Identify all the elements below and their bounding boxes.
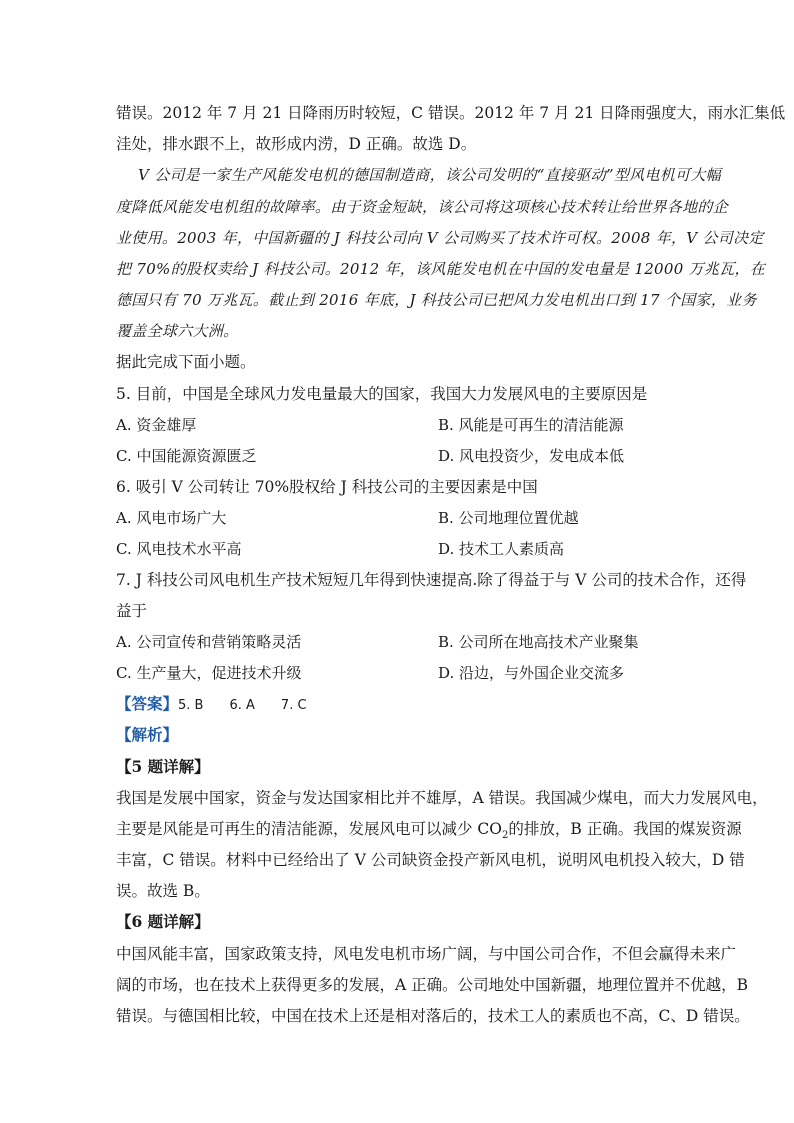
detail-line: 丰富，C 错误。材料中已经给出了 V 公司缺资金投产新风电机，说明风电机投入较大，D 错 — [116, 851, 745, 869]
answer-label: 【答案】 — [116, 694, 179, 713]
question-option: B. 风能是可再生的清洁能源 — [438, 416, 624, 434]
question-option: A. 公司宣传和营销策略灵活 — [116, 633, 302, 651]
question-option: C. 生产量大，促进技术升级 — [116, 664, 302, 682]
question-stem: 7. J 科技公司风电机生产技术短短几年得到快速提高.除了得益于与 V 公司的技术合作，还得 — [116, 571, 747, 589]
answer-item: 5. B — [178, 698, 204, 713]
question-stem: 5. 目前，中国是全球风力发电量最大的国家，我国大力发展风电的主要原因是 — [116, 385, 648, 403]
question-option: C. 中国能源资源匮乏 — [116, 447, 257, 465]
passage-line: 度降低风能发电机组的故障率。由于资金短缺，该公司将这项核心技术转让给世界各地的企 — [116, 198, 729, 216]
question-option: D. 沿边，与外国企业交流多 — [438, 664, 625, 682]
detail-line: 我国是发展中国家，资金与发达国家相比并不雄厚，A 错误。我国减少煤电，而大力发展风电， — [116, 789, 768, 807]
question-option: C. 风电技术水平高 — [116, 540, 242, 558]
question-stem: 6. 吸引 V 公司转让 70%股权给 J 科技公司的主要因素是中国 — [116, 478, 538, 496]
subscript: 2 — [502, 830, 509, 842]
detail-line: 错误。与德国相比较，中国在技术上还是相对落后的，技术工人的素质也不高，C、D 错误。 — [116, 1007, 750, 1025]
passage-line: 把 70%的股权卖给 J 科技公司。2012 年，该风能发电机在中国的发电量是 12000 万兆瓦，在 — [116, 260, 766, 278]
question-option: D. 技术工人素质高 — [438, 540, 565, 558]
detail-line: 中国风能丰富，国家政策支持，风电发电机市场广阔，与中国公司合作，不但会赢得未来广 — [116, 945, 737, 963]
answer-item: 6. A — [229, 698, 255, 713]
intro-line: 洼处，排水跟不上，故形成内涝，D 正确。故选 D。 — [116, 135, 477, 153]
passage-line: 业使用。2003 年，中国新疆的 J 科技公司向 V 公司购买了技术许可权。2008 年，V 公司决定 — [116, 229, 764, 247]
question-option: D. 风电投资少，发电成本低 — [438, 447, 625, 465]
answer-line — [116, 694, 307, 716]
detail-line: 阔的市场，也在技术上获得更多的发展，A 正确。公司地处中国新疆，地理位置并不优越，B — [116, 976, 749, 994]
detail-label: 【6 题详解】 — [116, 912, 210, 931]
question-option: B. 公司地理位置优越 — [438, 509, 579, 527]
intro-line: 错误。2012 年 7 月 21 日降雨历时较短，C 错误。2012 年 7 月 21 日降雨强度大，雨水汇集低 — [116, 104, 786, 122]
instruction: 据此完成下面小题。 — [116, 353, 256, 371]
answer-item: 7. C — [280, 698, 307, 713]
question-stem: 益于 — [116, 602, 148, 620]
passage-line: 覆盖全球六大洲。 — [116, 322, 239, 340]
analysis-label: 【解析】 — [116, 725, 179, 744]
detail-line: 主要是风能是可再生的清洁能源，发展风电可以减少 $CO_2$的排放，B 正确。我国的煤炭资源 — [116, 820, 742, 842]
passage-line: 德国只有 70 万兆瓦。截止到 2016 年底，J 科技公司已把风力发电机出口到 17 个国家，业务 — [116, 291, 757, 309]
question-option: B. 公司所在地高技术产业聚集 — [438, 633, 639, 651]
detail-label: 【5 题详解】 — [116, 757, 210, 776]
question-option: A. 资金雄厚 — [116, 416, 197, 434]
passage-line: V 公司是一家生产风能发电机的德国制造商，该公司发明的“直接驱动”型风电机可大幅 — [138, 166, 721, 184]
question-option: A. 风电市场广大 — [116, 509, 227, 527]
detail-line: 误。故选 B。 — [116, 882, 210, 900]
